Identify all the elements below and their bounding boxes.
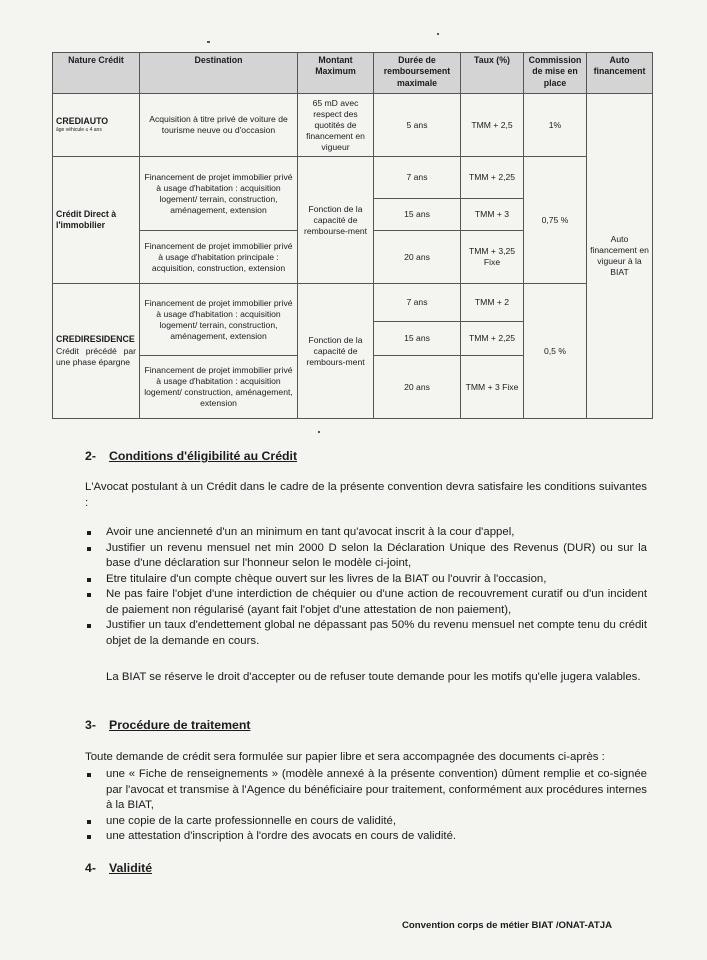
crediresidence-name: CREDIRESIDENCE bbox=[56, 334, 135, 345]
section-2-title: Conditions d'éligibilité au Crédit bbox=[109, 449, 298, 463]
credit-direct-taux-1: TMM + 2,25 bbox=[461, 157, 524, 199]
scan-speck bbox=[437, 33, 439, 35]
credit-direct-commission: 0,75 % bbox=[524, 157, 587, 284]
header-duree: Durée de remboursement maximale bbox=[374, 53, 461, 94]
crediauto-name-cell bbox=[53, 94, 140, 157]
crediauto-montant: 65 mD avec respect des quotités de financement en vigueur bbox=[298, 94, 374, 157]
crediauto-name: CREDIAUTO bbox=[56, 116, 109, 127]
list-item: Etre titulaire d'un compte chèque ouvert sur les livres de la BIAT ou l'ouvrir à l'occasion, bbox=[85, 572, 647, 588]
header-auto: Auto financement bbox=[587, 53, 653, 94]
credit-table bbox=[52, 52, 653, 419]
crediauto-duree: 5 ans bbox=[374, 94, 461, 157]
credit-direct-montant: Fonction de la capacité de rembourse-ment bbox=[298, 157, 374, 284]
header-commission: Commission de mise en place bbox=[524, 53, 587, 94]
crediresidence-taux-3: TMM + 3 Fixe bbox=[461, 356, 524, 419]
section-3-bullets bbox=[85, 767, 647, 845]
credit-direct-destination-2: Financement de projet immobilier privé à usage d'habitation principale : acquisition, construction, extension bbox=[140, 231, 298, 284]
header-montant: Montant Maximum bbox=[298, 53, 374, 94]
header-taux: Taux (%) bbox=[461, 53, 524, 94]
section-4-heading bbox=[85, 861, 152, 875]
section-2-number: 2- bbox=[85, 449, 96, 463]
section-2-intro: L'Avocat postulant à un Crédit dans le cadre de la présente convention devra satisfaire les conditions suivantes : bbox=[85, 481, 647, 509]
section-2-bullets bbox=[85, 525, 647, 649]
header-nature: Nature Crédit bbox=[53, 53, 140, 94]
table-row-crediauto bbox=[53, 94, 653, 157]
list-item: Justifier un revenu mensuel net min 2000 D selon la Déclaration Unique des Revenus (DUR) ou sur la base d'une déclaration sur l'honneur selon le modèle ci-joint, bbox=[85, 541, 647, 572]
credit-direct-duree-3: 20 ans bbox=[374, 231, 461, 284]
header-destination: Destination bbox=[140, 53, 298, 94]
crediauto-destination: Acquisition à titre privé de voiture de tourisme neuve ou d'occasion bbox=[140, 94, 298, 157]
page-footer: Convention corps de métier BIAT /ONAT-ATJA bbox=[402, 920, 613, 931]
list-item: une attestation d'inscription à l'ordre des avocats en cours de validité. bbox=[85, 829, 647, 845]
crediresidence-commission: 0,5 % bbox=[524, 284, 587, 419]
crediresidence-taux-1: TMM + 2 bbox=[461, 284, 524, 322]
crediauto-commission: 1% bbox=[524, 94, 587, 157]
section-3-number: 3- bbox=[85, 718, 96, 732]
crediresidence-destination-2: Financement de projet immobilier privé à usage d'habitation : acquisition logement/ construction, aménagement, extension bbox=[140, 356, 298, 419]
crediresidence-duree-2: 15 ans bbox=[374, 322, 461, 356]
section-2-reserve: La BIAT se réserve le droit d'accepter ou de refuser toute demande pour les motifs qu'elle jugera valables. bbox=[106, 671, 641, 683]
section-2-heading bbox=[85, 449, 297, 463]
crediresidence-duree-1: 7 ans bbox=[374, 284, 461, 322]
crediresidence-montant: Fonction de la capacité de rembours-ment bbox=[298, 284, 374, 419]
section-3-intro: Toute demande de crédit sera formulée sur papier libre et sera accompagnée des documents ci-après : bbox=[85, 751, 605, 763]
crediresidence-duree-3: 20 ans bbox=[374, 356, 461, 419]
credit-direct-duree-2: 15 ans bbox=[374, 199, 461, 231]
credit-direct-name: Crédit Direct à l'immobilier bbox=[56, 208, 117, 230]
credit-direct-taux-2: TMM + 3 bbox=[461, 199, 524, 231]
credit-direct-name-cell bbox=[53, 157, 140, 284]
auto-financement-cell: Auto financement en vigueur à la BIAT bbox=[587, 94, 653, 419]
list-item: Avoir une ancienneté d'un an minimum en tant qu'avocat inscrit à la cour d'appel, bbox=[85, 525, 647, 541]
crediresidence-taux-2: TMM + 2,25 bbox=[461, 322, 524, 356]
section-4-title: Validité bbox=[109, 861, 153, 875]
section-4-number: 4- bbox=[85, 861, 96, 875]
list-item: une copie de la carte professionnelle en cours de validité, bbox=[85, 814, 647, 830]
section-3-title: Procédure de traitement bbox=[109, 718, 251, 732]
list-item: Justifier un taux d'endettement global ne dépassant pas 50% du revenu mensuel net compte tenu du crédit objet de la demande en cours. bbox=[85, 618, 647, 649]
crediresidence-note: Crédit précédé par une phase épargne bbox=[56, 345, 136, 367]
scan-speck bbox=[207, 41, 210, 43]
crediauto-note: âge véhicule ≤ 4 ans bbox=[56, 127, 102, 134]
table-row-crediresidence bbox=[53, 284, 653, 322]
list-item: Ne pas faire l'objet d'une interdiction de chéquier ou d'une action de recouvrement curatif ou d'un incident de paiement non régularisé (ayant fait l'objet d'une attestation de non paiement), bbox=[85, 587, 647, 618]
crediresidence-destination-1: Financement de projet immobilier privé à usage d'habitation : acquisition logement/ terrain, construction, aménagement, extension bbox=[140, 284, 298, 356]
crediresidence-name-cell bbox=[53, 284, 140, 419]
section-3-heading bbox=[85, 718, 250, 732]
credit-direct-destination-1: Financement de projet immobilier privé à usage d'habitation : acquisition logement/ terrain, construction, aménagement, extension bbox=[140, 157, 298, 231]
table-header-row bbox=[53, 53, 653, 94]
table-row-credit-direct bbox=[53, 157, 653, 199]
credit-direct-taux-3: TMM + 3,25 Fixe bbox=[461, 231, 524, 284]
list-item: une « Fiche de renseignements » (modèle annexé à la présente convention) dûment remplie et co-signée par l'avocat et transmise à l'Agence du bénéficiaire pour traitement, conformément aux procédures internes à la BIAT, bbox=[85, 767, 647, 814]
scan-speck bbox=[318, 431, 320, 433]
crediauto-taux: TMM + 2,5 bbox=[461, 94, 524, 157]
credit-direct-duree-1: 7 ans bbox=[374, 157, 461, 199]
